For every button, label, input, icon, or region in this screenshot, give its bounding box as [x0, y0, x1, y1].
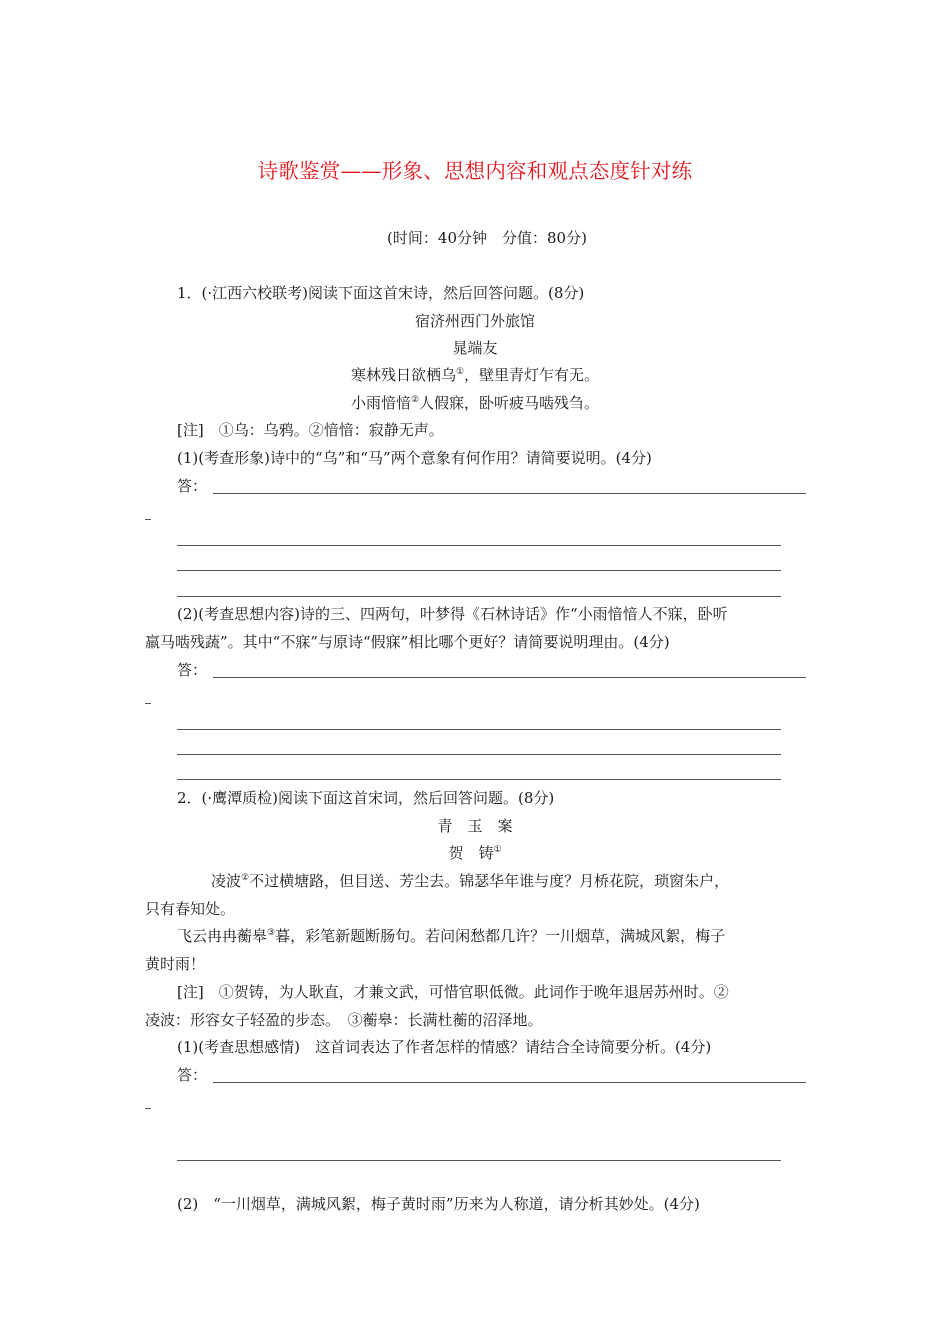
time-score-info: (时间：40分钟 分值：80分)	[387, 229, 587, 247]
q1-poem-author: 晁端友	[452, 339, 498, 357]
q2-stanza-2-line-1: 飞云冉冉蘅皋③暮，彩笔新题断肠句。若问闲愁都几许？一川烟草，满城风絮，梅子	[177, 927, 726, 945]
q1-note: [注] ①乌：乌鸦。②愔愔：寂静无声。	[177, 421, 444, 439]
q1-sub1: (1)(考查形象)诗中的“乌”和“马”两个意象有何作用？请简要说明。(4分)	[177, 449, 652, 467]
line-wrap-mark	[145, 519, 151, 520]
q1-sub2-answer-line[interactable]	[177, 779, 781, 780]
line-wrap-mark	[145, 1108, 151, 1109]
q1-sub2-answer-label: 答：	[177, 661, 208, 679]
q2-sub1-answer-line[interactable]	[213, 1082, 806, 1083]
q2-sub2: (2) “一川烟草，满城风絮，梅子黄时雨”历来为人称道，请分析其妙处。(4分)	[177, 1195, 700, 1213]
q1-sub1-answer-line[interactable]	[177, 545, 781, 546]
q1-sub2-answer-line[interactable]	[213, 677, 806, 678]
q1-sub1-answer-line[interactable]	[177, 570, 781, 571]
q2-stanza-2-line-2: 黄时雨！	[145, 955, 206, 973]
q2-sub1-answer-label: 答：	[177, 1066, 208, 1084]
q1-sub1-answer-line[interactable]	[177, 596, 781, 597]
q2-stem: 2．(·鹰潭质检)阅读下面这首宋词，然后回答问题。(8分)	[177, 789, 555, 807]
q1-sub2-line-2: 羸马啮残蔬”。其中“不寐”与原诗“假寐”相比哪个更好？请简要说明理由。(4分)	[145, 633, 670, 651]
q2-stanza-1-line-1: 凌波②不过横塘路，但目送、芳尘去。锦瑟华年谁与度？月桥花院，琐窗朱户，	[211, 872, 730, 890]
q2-sub1: (1)(考查思想感情) 这首词表达了作者怎样的情感？请结合全诗简要分析。(4分)	[177, 1038, 712, 1056]
q2-note-line-1: [注] ①贺铸，为人耿直，才兼文武，可惜官职低微。此词作于晚年退居苏州时。②	[177, 983, 729, 1001]
q1-poem-title: 宿济州西门外旅馆	[414, 312, 535, 330]
q1-stem: 1．(·江西六校联考)阅读下面这首宋诗，然后回答问题。(8分)	[177, 284, 585, 302]
q1-sub2-answer-line[interactable]	[177, 729, 781, 730]
q1-poem-line-2: 小雨愔愔②人假寐，卧听疲马啮残刍。	[350, 394, 600, 412]
q2-poem-title: 青 玉 案	[437, 817, 513, 835]
q2-sub1-answer-line[interactable]	[177, 1160, 781, 1161]
q2-note-line-2: 凌波：形容女子轻盈的步态。 ③蘅皋：长满杜蘅的沼泽地。	[145, 1011, 543, 1029]
q2-poem-author: 贺 铸①	[448, 844, 502, 862]
line-wrap-mark	[145, 703, 151, 704]
q1-poem-line-1: 寒林残日欲栖乌①，壁里青灯乍有无。	[350, 366, 600, 384]
q1-sub1-answer-label: 答：	[177, 477, 208, 495]
page-title: 诗歌鉴赏——形象、思想内容和观点态度针对练	[257, 159, 693, 183]
q1-sub2-line-1: (2)(考查思想内容)诗的三、四两句，叶梦得《石林诗话》作“小雨愔愔人不寐，卧听	[177, 605, 728, 623]
q2-stanza-1-line-2: 只有春知处。	[145, 900, 236, 918]
q1-sub1-answer-line[interactable]	[213, 493, 806, 494]
q1-sub2-answer-line[interactable]	[177, 754, 781, 755]
